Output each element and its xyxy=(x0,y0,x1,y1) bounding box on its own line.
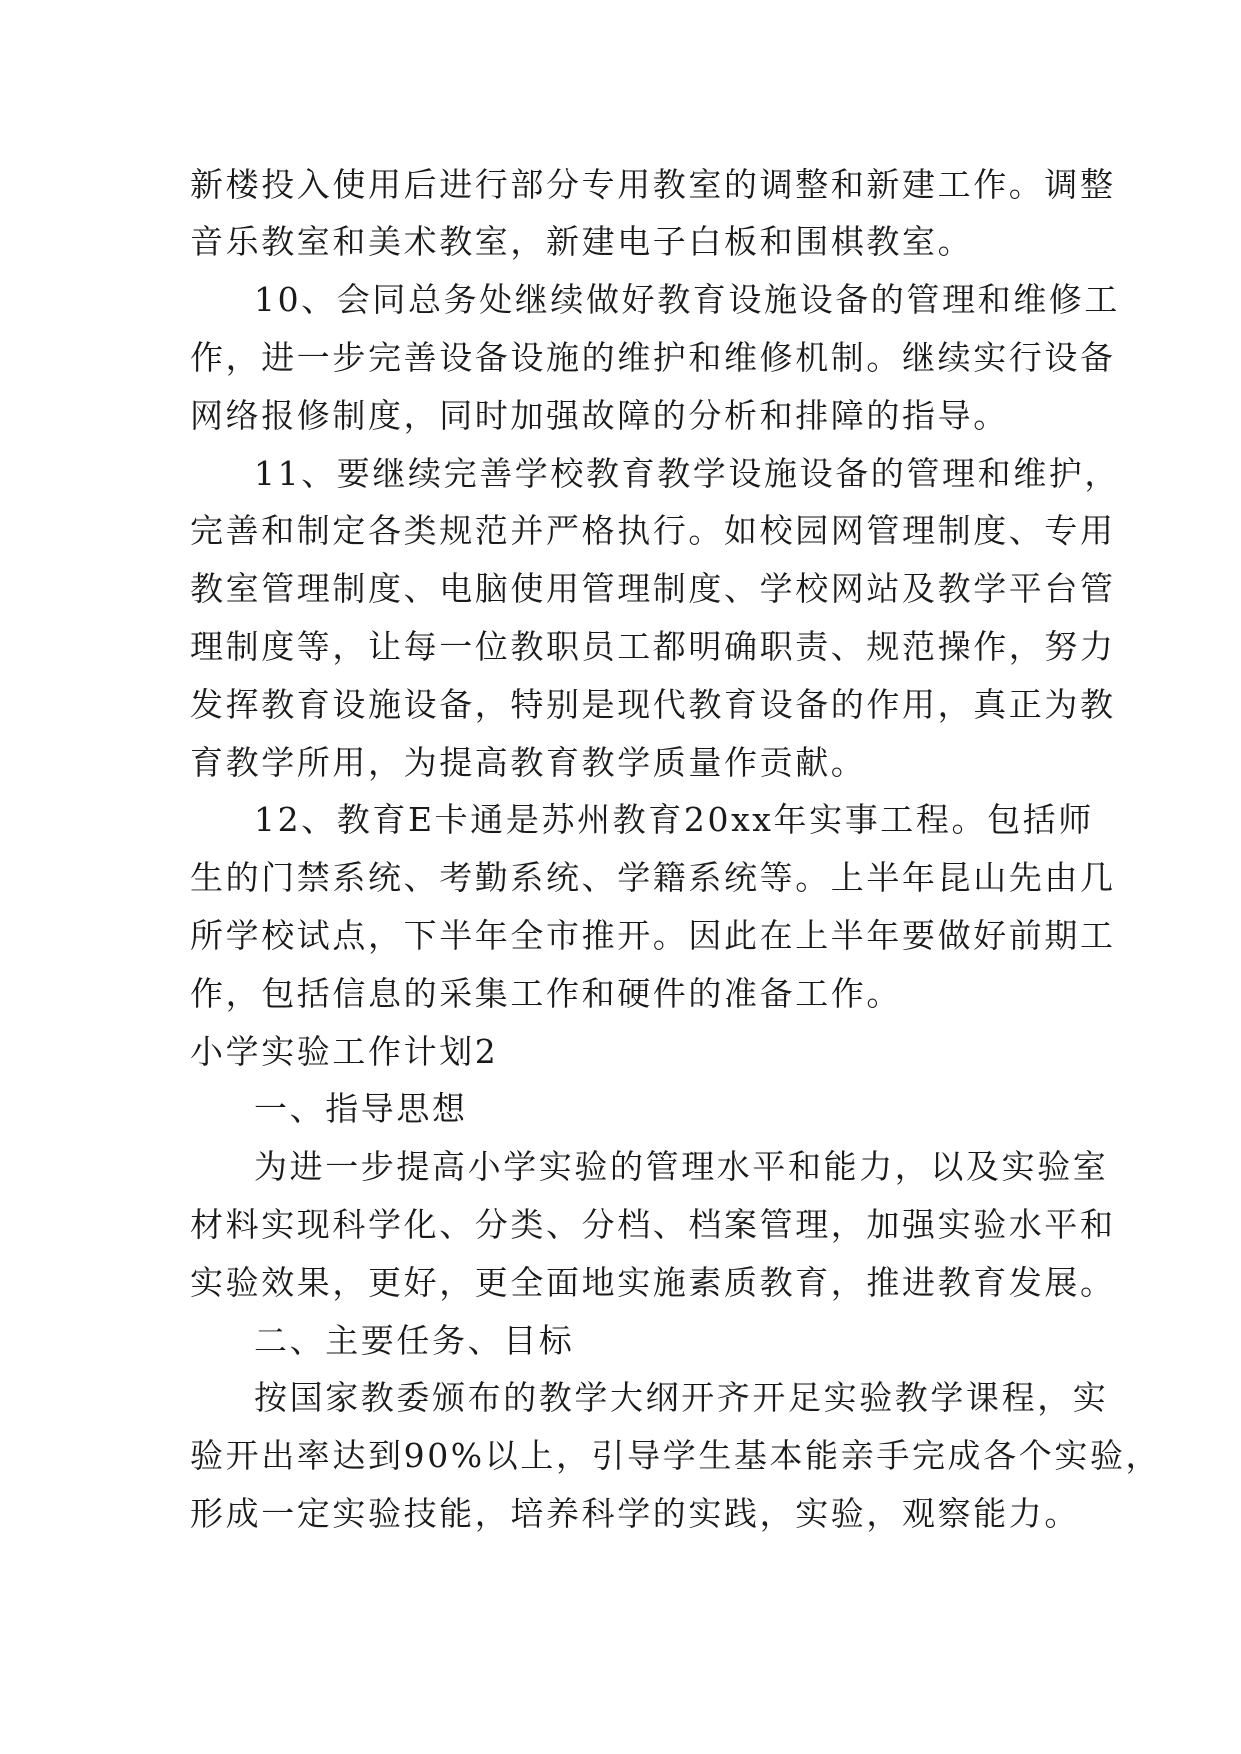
paragraph-line: 作，包括信息的采集工作和硬件的准备工作。 xyxy=(190,974,902,1013)
paragraph-line: 验开出率达到90%以上，引导学生基本能亲手完成各个实验， xyxy=(190,1436,1162,1475)
paragraph-line: 音乐教室和美术教室，新建电子白板和围棋教室。 xyxy=(190,222,974,261)
paragraph-line: 完善和制定各类规范并严格执行。如校园网管理制度、专用 xyxy=(190,511,1116,550)
paragraph-line: 12、教育E卡通是苏州教育20xx年实事工程。包括师 xyxy=(254,800,1094,839)
paragraph-line: 新楼投入使用后进行部分专用教室的调整和新建工作。调整 xyxy=(190,165,1116,204)
paragraph-line: 形成一定实验技能，培养科学的实践，实验，观察能力。 xyxy=(190,1494,1080,1533)
paragraph-line: 发挥教育设施设备，特别是现代教育设备的作用，真正为教 xyxy=(190,685,1116,724)
paragraph-line: 所学校试点，下半年全市推开。因此在上半年要做好前期工 xyxy=(190,916,1116,955)
paragraph-line: 生的门禁系统、考勤系统、学籍系统等。上半年昆山先由几 xyxy=(190,858,1116,897)
paragraph-line: 为进一步提高小学实验的管理水平和能力，以及实验室 xyxy=(254,1147,1109,1186)
paragraph-line: 按国家教委颁布的教学大纲开齐开足实验教学课程，实 xyxy=(254,1378,1109,1417)
section-title: 小学实验工作计划2 xyxy=(190,1032,499,1071)
paragraph-line: 网络报修制度，同时加强故障的分析和排障的指导。 xyxy=(190,396,1009,435)
paragraph-line: 作，进一步完善设备设施的维护和维修机制。继续实行设备 xyxy=(190,338,1116,377)
paragraph-line: 材料实现科学化、分类、分档、档案管理，加强实验水平和 xyxy=(190,1205,1116,1244)
paragraph-line: 理制度等，让每一位教职员工都明确职责、规范操作，努力 xyxy=(190,627,1116,666)
paragraph-line: 教室管理制度、电脑使用管理制度、学校网站及教学平台管 xyxy=(190,569,1116,608)
paragraph-line: 育教学所用，为提高教育教学质量作贡献。 xyxy=(190,743,867,782)
section-heading: 一、指导思想 xyxy=(254,1089,468,1128)
paragraph-line: 实验效果，更好，更全面地实施素质教育，推进教育发展。 xyxy=(190,1263,1116,1302)
paragraph-line: 11、要继续完善学校教育教学设施设备的管理和维护， xyxy=(254,454,1120,493)
section-heading: 二、主要任务、目标 xyxy=(254,1321,575,1360)
paragraph-line: 10、会同总务处继续做好教育设施设备的管理和维修工 xyxy=(254,280,1120,319)
